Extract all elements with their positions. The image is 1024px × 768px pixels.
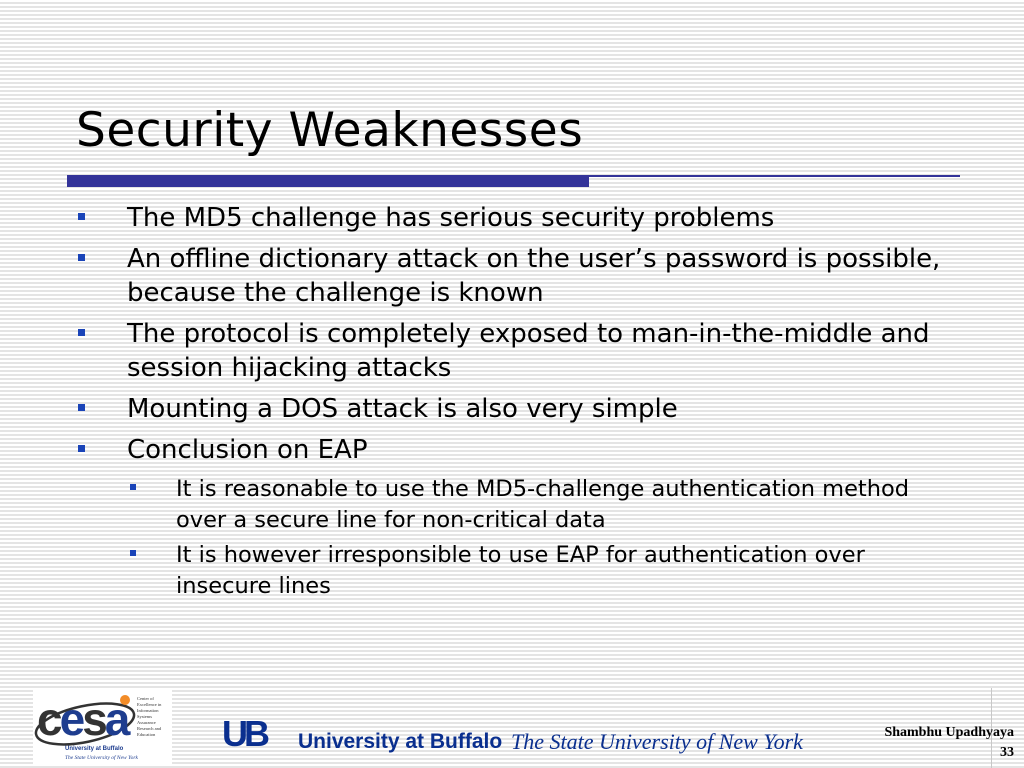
bullet-text: The MD5 challenge has serious security problems: [127, 203, 775, 233]
square-bullet-icon: [130, 550, 136, 556]
ub-mark-icon: UB: [222, 713, 266, 754]
bullet-text: Conclusion on EAP: [127, 435, 368, 465]
sub-bullet-item: [76, 540, 946, 602]
bullet-text: Mounting a DOS attack is also very simple: [127, 394, 678, 424]
square-bullet-icon: [78, 445, 85, 452]
university-tagline: The State University of New York: [511, 729, 803, 754]
slide-title: Security Weaknesses: [76, 103, 584, 158]
bullet-item: [76, 433, 946, 467]
university-logo: [222, 712, 803, 760]
bullet-text: The protocol is completely exposed to man-in-the-middle and session hijacking attacks: [127, 319, 930, 383]
sub-bullet-text: It is reasonable to use the MD5-challenge authentication method over a secure line for non-critical data: [176, 476, 910, 533]
bullet-item: [76, 201, 946, 235]
title-underline-thick: [67, 175, 589, 187]
footer-author: Shambhu Upadhyaya: [884, 725, 1014, 740]
bullet-item: [76, 392, 946, 426]
square-bullet-icon: [78, 254, 85, 261]
square-bullet-icon: [78, 329, 85, 336]
bullet-text: An offline dictionary attack on the user’s password is possible, because the challenge is known: [127, 244, 941, 308]
title-underline-thin: [589, 175, 960, 177]
cesa-tagline: Center of Excellence in Information Systems Assurance Research and Education: [137, 696, 162, 737]
cesa-university-tagline: The State University of New York: [65, 755, 138, 761]
square-bullet-icon: [78, 404, 85, 411]
cesa-logo: [33, 690, 172, 766]
sub-bullet-text: It is however irresponsible to use EAP for authentication over insecure lines: [176, 542, 865, 599]
bullet-item: [76, 317, 946, 385]
square-bullet-icon: [78, 213, 85, 220]
cesa-university-name: University at Buffalo: [65, 746, 124, 752]
university-name: University at Buffalo: [298, 730, 503, 753]
cesa-wordmark: cesa: [37, 693, 128, 745]
page-number: 33: [1000, 745, 1014, 760]
bullet-list: [76, 201, 946, 606]
square-bullet-icon: [130, 484, 136, 490]
sub-bullet-item: [76, 474, 946, 536]
bullet-item: [76, 242, 946, 310]
